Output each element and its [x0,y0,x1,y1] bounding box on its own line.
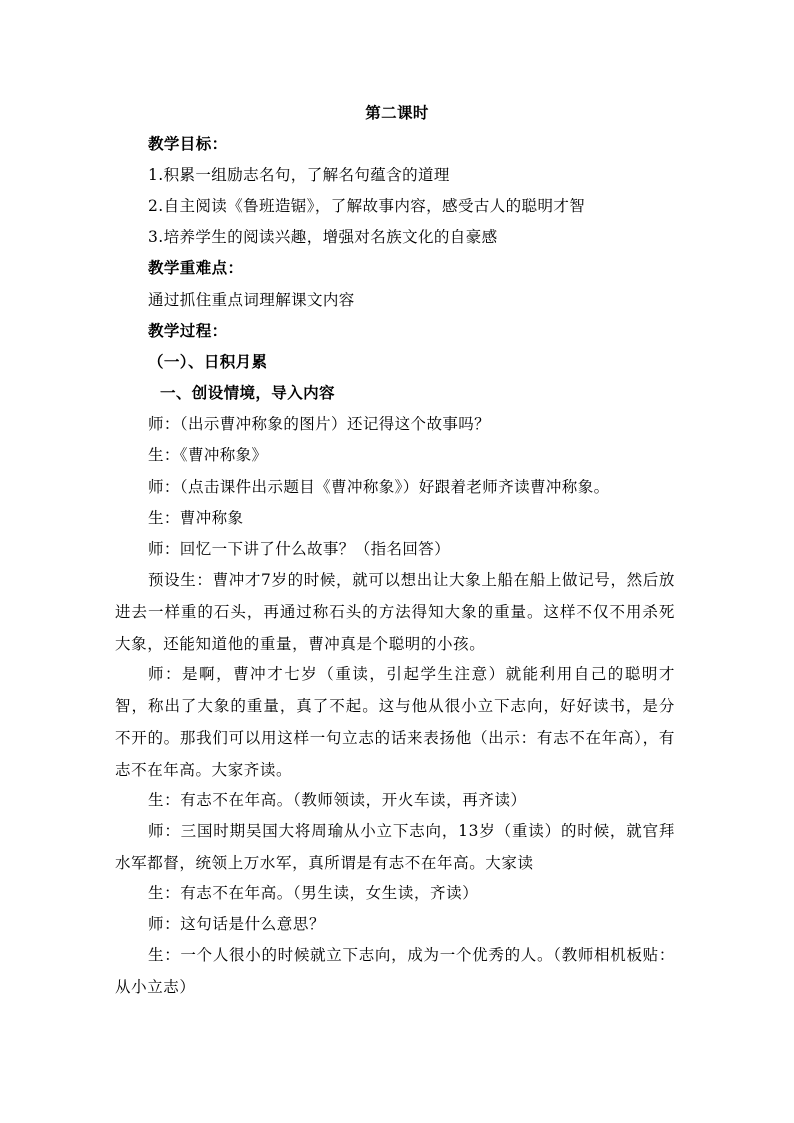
paragraph: 生：一个人很小的时候就立下志向，成为一个优秀的人。（教师相机板贴：从小立志） [115,946,675,996]
objective-item-2: 2.自主阅读《鲁班造锯》，了解故事内容，感受古人的聪明才智 [148,197,586,215]
key-points-heading: 教学重难点： [148,259,244,277]
paragraph: 师：这句话是什么意思？ [148,915,326,933]
subsection-heading: 一、创设情境，导入内容 [160,384,335,402]
objective-item-3: 3.培养学生的阅读兴趣，增强对名族文化的自豪感 [148,228,498,246]
paragraph: 师：三国时期吴国大将周瑜从小立下志向，13岁（重读）的时候，就官拜水军都督，统领上万水军，真所谓是有志不在年高。大家读 [115,822,675,872]
paragraph: 生：有志不在年高。（男生读，女生读，齐读） [148,884,479,902]
dialogue-line: 师：回忆一下讲了什么故事？（指名回答） [148,540,451,558]
dialogue-line: 生：《曹冲称象》 [148,446,268,464]
page-title: 第二课时 [365,104,429,122]
dialogue-line: 生：曹冲称象 [148,509,244,527]
paragraph: 生：有志不在年高。（教师领读，开火车读，再齐读） [148,791,527,809]
objective-item-1: 1.积累一组励志名句，了解名句蕴含的道理 [148,166,450,184]
objectives-heading: 教学目标： [148,135,228,153]
paragraph: 师：是啊，曹冲才七岁（重读，引起学生注意）就能利用自己的聪明才智，称出了大象的重量，真了不起。这与他从很小立下志向，好好读书，是分不开的。那我们可以用这样一句立志的话来表扬他（出示：有志不在年高），有志不在年高。大家齐读。 [115,665,675,779]
section-heading: （一）、日积月累 [148,353,268,371]
dialogue-line: 师：（点击课件出示题目《曹冲称象》）好跟着老师齐读曹冲称象。 [148,478,610,496]
dialogue-line: 师：（出示曹冲称象的图片）还记得这个故事吗？ [148,415,491,433]
key-points-text: 通过抓住重点词理解课文内容 [148,291,355,309]
process-heading: 教学过程： [148,322,228,340]
paragraph: 预设生：曹冲才7岁的时候，就可以想出让大象上船在船上做记号，然后放进去一样重的石头，再通过称石头的方法得知大象的重量。这样不仅不用杀死大象，还能知道他的重量，曹冲真是个聪明的小孩。 [115,571,675,653]
